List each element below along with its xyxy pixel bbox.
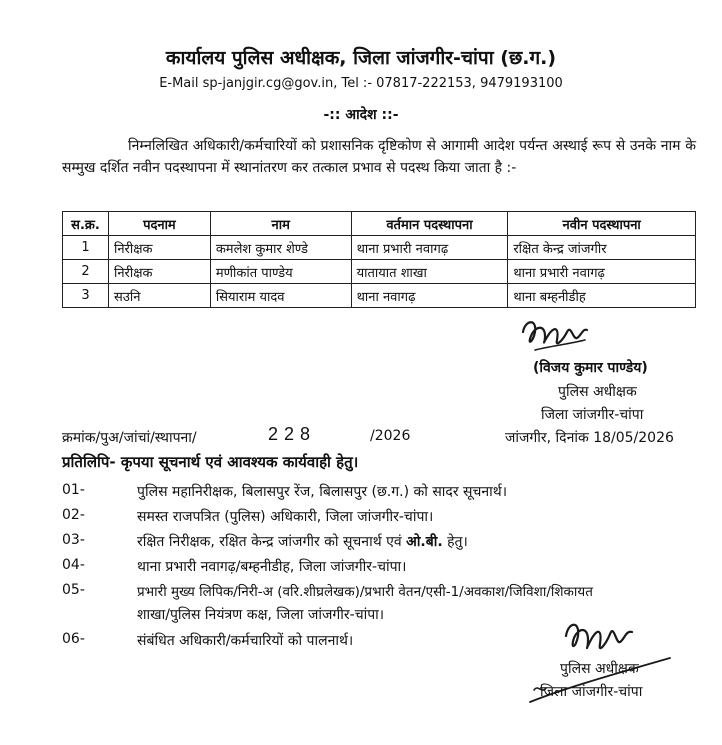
- copy-item-number: 05-: [62, 582, 85, 598]
- signatory-designation: पुलिस अधीक्षक: [558, 384, 637, 400]
- cell-designation: निरीक्षक: [108, 236, 210, 260]
- order-paragraph: निम्नलिखित अधिकारी/कर्मचारियों को प्रशासनिक दृष्टिकोण से आगामी आदेश पर्यन्त अस्थाई रूप से उनके नाम के सम्मुख दर्शित नवीन पदस्थापना में स्थानांतरण कर तत्काल प्रभाव से पदस्थ किया जाता है :-: [62, 138, 696, 176]
- col-header-designation: पदनाम: [108, 212, 210, 236]
- order-title: -:: आदेश ::-: [323, 107, 399, 123]
- copy-item-text: थाना प्रभारी नवागढ़/बम्हनीडीह, जिला जांजगीर-चांपा।: [137, 559, 407, 575]
- cell-current-posting: थाना नवागढ़: [351, 284, 508, 308]
- copy-item-text-part: रक्षित निरीक्षक, रक्षित केन्द्र जांजगीर को सूचनार्थ एवं: [137, 534, 407, 550]
- reference-number: 228: [268, 424, 317, 444]
- bottom-designation: पुलिस अधीक्षक: [560, 661, 639, 677]
- col-header-serial: स.क्र.: [63, 212, 109, 236]
- copy-item-number: 02-: [62, 507, 85, 523]
- copy-item-text: समस्त राजपत्रित (पुलिस) अधिकारी, जिला जांजगीर-चांपा।: [137, 509, 434, 525]
- transfer-table: [62, 211, 696, 308]
- cell-new-posting: थाना बम्हनीडीह: [508, 284, 696, 308]
- copy-heading: प्रतिलिपि- कृपया सूचनार्थ एवं आवश्यक कार्यवाही हेतु।: [62, 453, 359, 471]
- contact-line: E-Mail sp-janjgir.cg@gov.in, Tel :- 07817-222153, 9479193100: [159, 76, 563, 91]
- reference-year: /2026: [370, 428, 411, 444]
- cell-current-posting: थाना प्रभारी नवागढ़: [351, 236, 508, 260]
- table-row: [63, 284, 696, 308]
- handwritten-signature-top: [515, 310, 595, 365]
- cell-name: कमलेश कुमार शेण्डे: [210, 236, 351, 260]
- cell-new-posting: थाना प्रभारी नवागढ़: [508, 260, 696, 284]
- bottom-district: जिला जांजगीर-चांपा: [540, 684, 643, 700]
- signatory-name: (विजय कुमार पाण्डेय): [533, 360, 648, 376]
- cell-current-posting: यातायात शाखा: [351, 260, 508, 284]
- cell-name: सियाराम यादव: [210, 284, 351, 308]
- copy-item-number: 04-: [62, 557, 85, 573]
- office-title: कार्यालय पुलिस अधीक्षक, जिला जांजगीर-चांपा (छ.ग.): [165, 47, 557, 69]
- copy-item-text-bold: ओ.बी.: [406, 534, 443, 550]
- cell-new-posting: रक्षित केन्द्र जांजगीर: [508, 236, 696, 260]
- copy-item-number: 06-: [62, 631, 85, 647]
- table-row: [63, 260, 696, 284]
- reference-prefix: क्रमांक/पुअ/जांचां/स्थापना/: [62, 430, 197, 446]
- copy-item-text-continued: शाखा/पुलिस नियंत्रण कक्ष, जिला जांजगीर-चांपा।: [137, 607, 385, 623]
- cell-designation: निरीक्षक: [108, 260, 210, 284]
- copy-item-text-part: हेतु।: [442, 534, 468, 550]
- copy-item-text: प्रभारी मुख्य लिपिक/निरी-अ (वरि.शीघ्रलेखक)/प्रभारी वेतन/एसी-1/अवकाश/जिविशा/शिकायत: [137, 584, 593, 600]
- table-row: [63, 236, 696, 260]
- col-header-current-posting: वर्तमान पदस्थापना: [351, 212, 508, 236]
- copy-item-number: 03-: [62, 532, 85, 548]
- copy-item-number: 01-: [62, 482, 85, 498]
- cell-name: मणीकांत पाण्डेय: [210, 260, 351, 284]
- copy-item-text: पुलिस महानिरीक्षक, बिलासपुर रेंज, बिलासपुर (छ.ग.) को सादर सूचनार्थ।: [137, 484, 508, 500]
- cell-designation: सउनि: [108, 284, 210, 308]
- table-header-row: [63, 212, 696, 236]
- copy-item-text: संबंधित अधिकारी/कर्मचारियों को पालनार्थ।: [137, 633, 354, 649]
- reference-place-date: जांजगीर, दिनांक 18/05/2026: [505, 430, 674, 446]
- cell-serial: 1: [63, 236, 109, 260]
- copy-item-text: [137, 532, 468, 551]
- cell-serial: 3: [63, 284, 109, 308]
- col-header-name: नाम: [210, 212, 351, 236]
- signatory-district: जिला जांजगीर-चांपा: [541, 407, 644, 423]
- col-header-new-posting: नवीन पदस्थापना: [508, 212, 696, 236]
- cell-serial: 2: [63, 260, 109, 284]
